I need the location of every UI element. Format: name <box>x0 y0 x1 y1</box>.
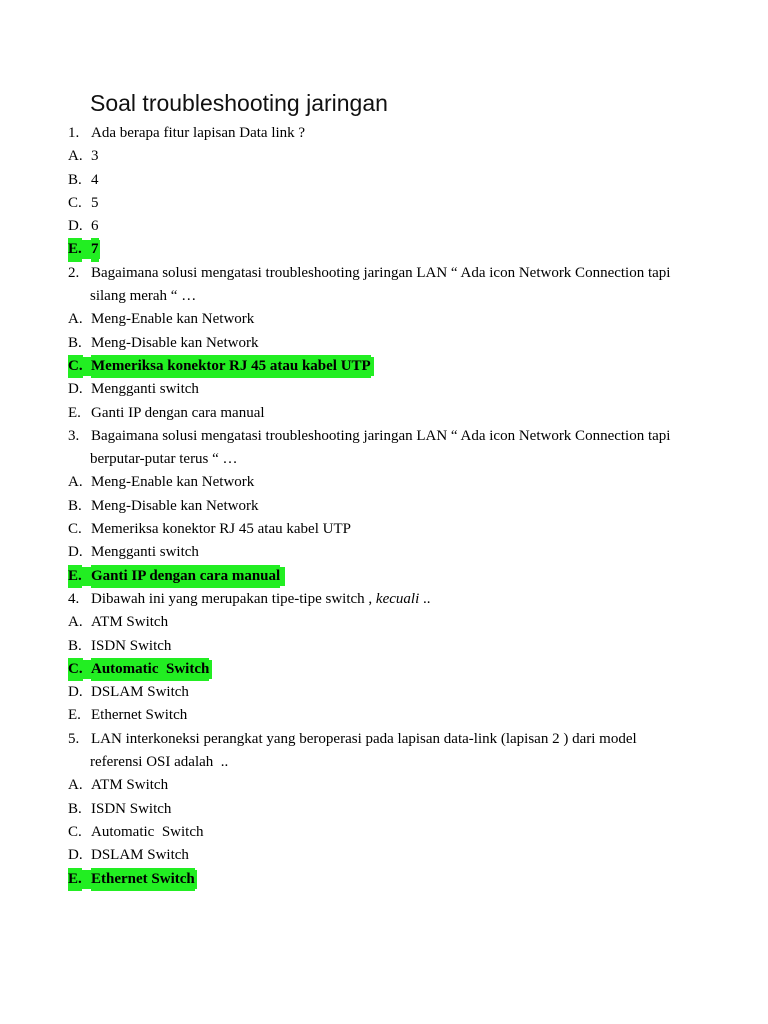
option-text: 7 <box>91 238 99 261</box>
option-text: ATM Switch <box>91 614 169 631</box>
question-text-emphasis: kecuali <box>375 590 420 607</box>
option-label: B. <box>68 171 82 188</box>
option-label: C. <box>68 355 83 378</box>
option-label: E. <box>68 868 82 891</box>
option-label: A. <box>68 777 83 794</box>
option-4a <box>68 611 708 634</box>
question-4 <box>68 588 708 611</box>
question-5 <box>68 728 708 751</box>
option-text: ATM Switch <box>91 777 169 794</box>
question-number: 5. <box>68 730 80 747</box>
option-text: Automatic Switch <box>91 658 209 681</box>
question-text-continued: silang merah “ … <box>90 288 197 305</box>
question-2 <box>68 262 708 285</box>
option-label: A. <box>68 148 83 165</box>
question-number: 1. <box>68 125 80 141</box>
option-label: C. <box>68 658 83 681</box>
option-5d <box>68 844 708 867</box>
option-label: D. <box>68 381 83 398</box>
option-4c-correct <box>68 658 708 681</box>
option-text: ISDN Switch <box>91 637 172 654</box>
option-label: D. <box>68 684 83 701</box>
question-text: Ada berapa fitur lapisan Data link ? <box>91 125 306 141</box>
question-text-end: .. <box>422 590 431 607</box>
option-1a <box>68 145 708 168</box>
option-2a <box>68 308 708 331</box>
question-text <box>91 588 430 611</box>
option-1e-correct <box>68 238 708 261</box>
option-text: Ethernet Switch <box>91 868 195 891</box>
option-text: Ethernet Switch <box>91 707 188 724</box>
question-2-continued <box>68 285 708 308</box>
option-label: C. <box>68 194 82 211</box>
question-text: LAN interkoneksi perangkat yang beroperasi pada lapisan data-link (lapisan 2 ) dari model <box>91 730 637 747</box>
option-label: A. <box>68 614 83 631</box>
option-text: DSLAM Switch <box>91 847 189 864</box>
option-label: D. <box>68 544 83 561</box>
option-4b <box>68 635 708 658</box>
question-text-main: Dibawah ini yang merupakan tipe-tipe switch , <box>91 590 373 607</box>
option-2d <box>68 378 708 401</box>
option-label: A. <box>68 474 83 491</box>
page-title: Soal troubleshooting jaringan <box>90 90 388 116</box>
option-label: C. <box>68 823 82 840</box>
option-label: D. <box>68 847 83 864</box>
question-number: 4. <box>68 590 80 607</box>
option-3e-correct <box>68 565 708 588</box>
option-1b <box>68 169 708 192</box>
option-text: Automatic Switch <box>91 823 204 840</box>
option-text: Memeriksa konektor RJ 45 atau kabel UTP <box>91 355 371 378</box>
question-1 <box>68 122 708 145</box>
option-text: 4 <box>91 171 99 188</box>
option-1c <box>68 192 708 215</box>
option-text: 6 <box>91 218 99 235</box>
option-4e <box>68 704 708 727</box>
option-text: ISDN Switch <box>91 800 172 817</box>
option-4d <box>68 681 708 704</box>
option-3b <box>68 495 708 518</box>
option-1d <box>68 215 708 238</box>
option-text: DSLAM Switch <box>91 684 189 701</box>
option-text: Meng-Enable kan Network <box>91 474 255 491</box>
option-label: B. <box>68 497 82 514</box>
question-3 <box>68 425 708 448</box>
option-3d <box>68 541 708 564</box>
option-text: 5 <box>91 194 99 211</box>
option-label: E. <box>68 707 81 724</box>
option-label: C. <box>68 521 82 538</box>
option-text: Memeriksa konektor RJ 45 atau kabel UTP <box>91 521 351 538</box>
option-3a <box>68 471 708 494</box>
option-text: Mengganti switch <box>91 544 199 561</box>
option-label: E. <box>68 404 81 421</box>
option-label: B. <box>68 637 82 654</box>
option-text: Ganti IP dengan cara manual <box>91 404 265 421</box>
option-5c <box>68 821 708 844</box>
question-text-continued: berputar-putar terus “ … <box>90 451 238 468</box>
question-number: 3. <box>68 427 80 444</box>
option-text: Ganti IP dengan cara manual <box>91 565 280 588</box>
question-3-continued <box>68 448 708 471</box>
option-5e-correct <box>68 868 708 891</box>
option-5a <box>68 774 708 797</box>
option-2b <box>68 332 708 355</box>
option-2e <box>68 402 708 425</box>
option-3c <box>68 518 708 541</box>
question-list <box>68 122 708 891</box>
option-5b <box>68 798 708 821</box>
option-text: Mengganti switch <box>91 381 199 398</box>
option-text: Meng-Disable kan Network <box>91 497 259 514</box>
option-text: Meng-Disable kan Network <box>91 334 259 351</box>
option-label: B. <box>68 800 82 817</box>
option-label: E. <box>68 238 82 261</box>
question-number: 2. <box>68 264 80 281</box>
question-5-continued <box>68 751 708 774</box>
option-text: Meng-Enable kan Network <box>91 311 255 328</box>
option-text: 3 <box>91 148 99 165</box>
question-text: Bagaimana solusi mengatasi troubleshooting jaringan LAN “ Ada icon Network Connection tapi <box>91 427 671 444</box>
option-label: E. <box>68 565 82 588</box>
question-text: Bagaimana solusi mengatasi troubleshooting jaringan LAN “ Ada icon Network Connection tapi <box>91 264 671 281</box>
option-label: D. <box>68 218 83 235</box>
option-2c-correct <box>68 355 708 378</box>
option-label: A. <box>68 311 83 328</box>
question-text-continued: referensi OSI adalah .. <box>90 754 229 771</box>
option-label: B. <box>68 334 82 351</box>
